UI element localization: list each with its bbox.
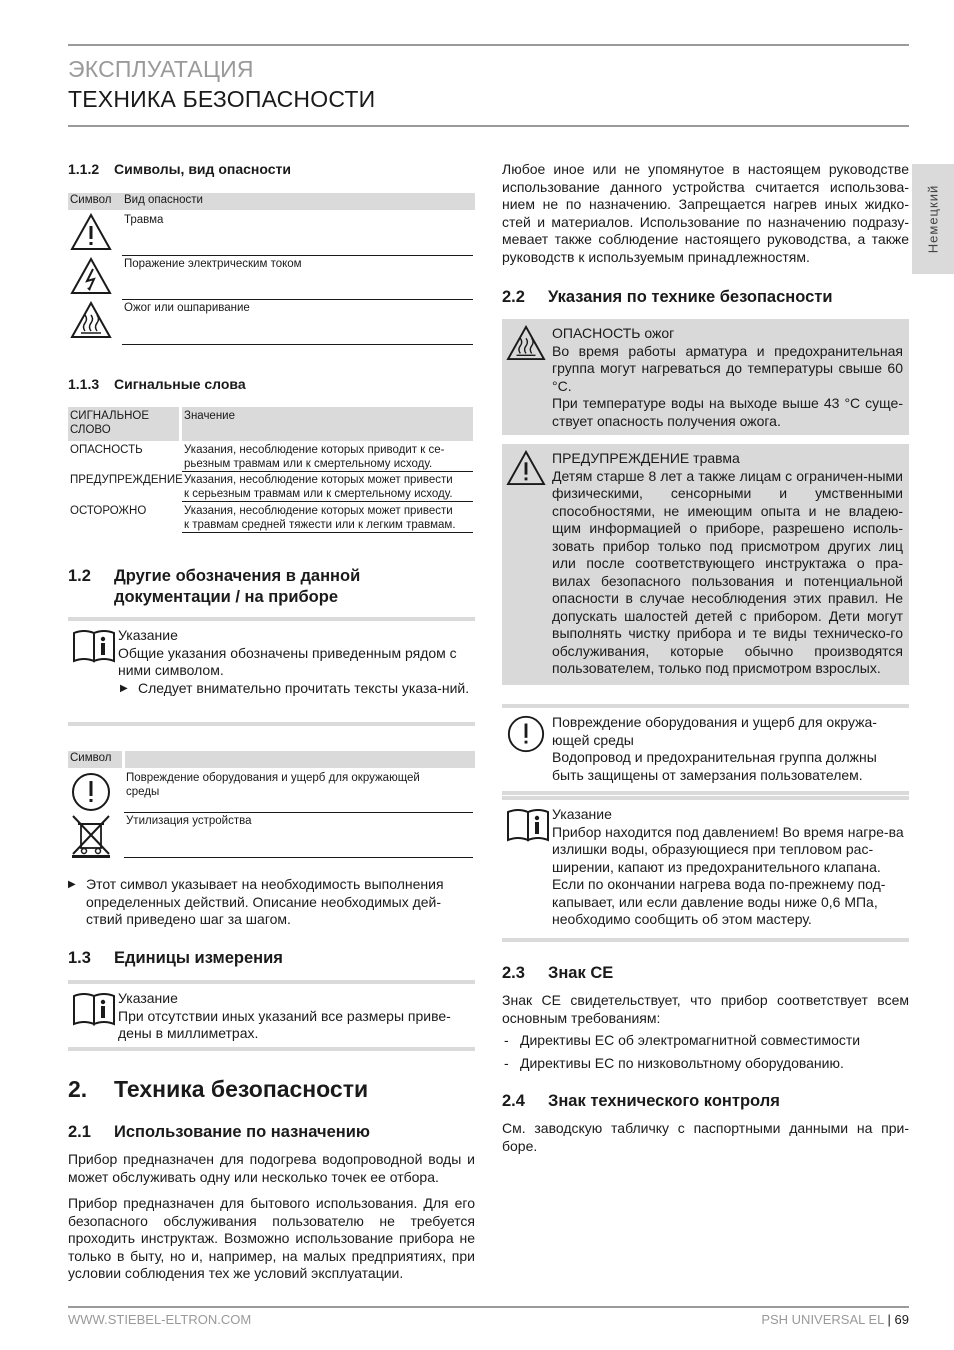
signal-word: ПРЕДУПРЕЖДЕНИЕ bbox=[70, 474, 183, 486]
exclamation-circle-icon bbox=[70, 771, 112, 818]
col-signal-word: СИГНАЛЬНОЕ СЛОВО bbox=[68, 407, 179, 441]
language-side-tab: Немецкий bbox=[912, 164, 954, 274]
heading-2-2: 2.2 Указания по технике безопасности bbox=[502, 288, 833, 306]
info-note bbox=[502, 796, 909, 942]
warning-text: Во время работы арматура и предохранительная группа могут нагреваться до температуры свыше 60 °C. bbox=[552, 342, 903, 394]
signal-word: ОСТОРОЖНО bbox=[70, 505, 147, 517]
paragraph: Любое иное или не упомянутое в настоящем руководстве использование данного устройства считается использова-нием не по назначению. Запрещается нагрев иных жидко-стей и материалов. Использование по назначению подразу-мевает также соблюдение настоящего руководства, а также руководств к используемым принадлежностям. bbox=[502, 161, 909, 265]
table-row: Указания, несоблюдение которых приводит к се- рьезным травмам или к смертельному исходу. bbox=[184, 444, 445, 470]
note-label: Указание bbox=[118, 627, 178, 643]
heading-2-1: 2.1 Использование по назначению bbox=[68, 1123, 370, 1141]
ce-directive-list bbox=[502, 1032, 909, 1072]
row-divider bbox=[124, 857, 473, 858]
paragraph: Знак CE свидетельствует, что прибор соответствует всем основным требованиям: bbox=[502, 992, 909, 1026]
table-row: Поражение электрическим током bbox=[124, 258, 302, 270]
note-text: Прибор находится под давлением! Во время нагре-ва излишки воды, образующиеся при тепловом рас-ширении, капают из предохранительного клапана. Если по окончании нагрева вода по-прежнему под-капывает, или если давление воды ниже 0,6 МПа, необходимо сообщить об этом мастеру. bbox=[552, 823, 904, 927]
warning-triangle-icon bbox=[70, 213, 112, 256]
col-hazard-type: Вид опасности bbox=[124, 194, 203, 206]
heading-1-1-3: 1.1.3 Сигнальные слова bbox=[68, 376, 246, 392]
paragraph: Прибор предназначен для подогрева водопроводной воды и может обслуживать одну или несколько точек ее отбора. bbox=[68, 1151, 475, 1185]
recycle-bin-icon bbox=[70, 814, 112, 863]
warning-triangle-icon bbox=[506, 450, 546, 491]
heading-1-3: 1.3 Единицы измерения bbox=[68, 949, 283, 967]
row-divider bbox=[182, 471, 473, 472]
page-number: 69 bbox=[894, 1312, 909, 1327]
electric-shock-icon bbox=[70, 257, 112, 300]
hot-surface-icon bbox=[70, 301, 112, 344]
hazard-symbol-table bbox=[68, 193, 475, 314]
note-label: Указание bbox=[552, 806, 612, 822]
footer-url[interactable]: WWW.STIEBEL-ELTRON.COM bbox=[68, 1312, 252, 1327]
footer-page-info: PSH UNIVERSAL EL | 69 bbox=[761, 1312, 909, 1327]
table-header bbox=[68, 193, 475, 210]
heading-1-2: 1.2 Другие обозначения в данной документации / на приборе bbox=[68, 567, 361, 606]
paragraph: Прибор предназначен для бытового использования. Для его безопасного обслуживания пользователю не требуется проходить инструктаж. Возможно использование прибора не только в быту, но и, например, на малых предприятиях, при условии соблюдения тех же условий эксплуатации. bbox=[68, 1195, 475, 1281]
table-header bbox=[68, 751, 475, 768]
row-divider bbox=[124, 812, 473, 813]
row-divider bbox=[122, 344, 473, 345]
warning-text: Детям старше 8 лет а также лицам с ограничен-ными физическими, сенсорными и умственными способностями, не имеющим опыта и не владею-щим информацией о приборе, разрешено исполь-зовать прибор только под присмотром других лиц или после соответствующего инструктажа о пра-вилах безопасного пользования и потенциальной опасности в случае несоблюдения этих правил. Не допускать шалостей детей с прибором. Дети могут выполнять чистку прибора и те виды техническо-го обслуживания, которые обычно производятся пользователем, только под присмотром взрослых. bbox=[552, 467, 903, 676]
table-row: Травма bbox=[124, 214, 164, 226]
table-row: Указания, несоблюдение которых может привести к серьезным травмам или к смертельному исходу. bbox=[184, 474, 453, 500]
exclamation-circle-icon bbox=[506, 714, 546, 759]
warning-injury bbox=[502, 444, 909, 685]
list-item: - Директивы ЕС по низковольтному оборудованию. bbox=[502, 1055, 909, 1073]
footer-rule bbox=[68, 1306, 909, 1308]
row-divider bbox=[182, 501, 473, 502]
header-bottom-rule bbox=[68, 125, 909, 127]
note-label: Указание bbox=[118, 990, 178, 1006]
heading-2-3: 2.3 Знак CE bbox=[502, 964, 614, 982]
note-text: При отсутствии иных указаний все размеры приве-дены в миллиметрах. bbox=[118, 1007, 451, 1041]
list-item: - Директивы ЕС об электромагнитной совместимости bbox=[502, 1032, 909, 1050]
action-instruction: ▶ Этот символ указывает на необходимость выполнения определенных действий. Описание необходимых дей-ствий приведено шаг за шагом. bbox=[68, 876, 475, 929]
table-row: Указания, несоблюдение которых может привести к травмам средней тяжести или к легким травмам. bbox=[184, 505, 456, 531]
hot-surface-icon bbox=[506, 325, 546, 366]
note-text: Водопровод и предохранительная группа должны быть защищены от замерзания пользователем. bbox=[552, 749, 877, 783]
heading-1-1-2: 1.1.2 Символы, вид опасности bbox=[68, 161, 291, 177]
header-top-rule bbox=[68, 44, 909, 46]
material-damage-note bbox=[502, 704, 909, 795]
row-divider bbox=[122, 255, 473, 256]
note-title: Повреждение оборудования и ущерб для окружа-ющей среды bbox=[552, 714, 877, 748]
danger-burn-warning bbox=[502, 319, 909, 435]
info-note bbox=[68, 617, 475, 726]
other-symbols-table bbox=[68, 751, 475, 827]
table-row: Утилизация устройства bbox=[126, 815, 252, 827]
note-text: Общие указания обозначены приведенным рядом с ними символом. bbox=[118, 644, 457, 678]
row-divider bbox=[122, 299, 473, 300]
warning-title: ПРЕДУПРЕЖДЕНИЕ травма bbox=[552, 450, 740, 466]
note-bullet: ▶ Следует внимательно прочитать тексты указа-ний. bbox=[120, 680, 471, 698]
warning-title: ОПАСНОСТЬ ожог bbox=[552, 325, 675, 341]
table-row: Ожог или ошпаривание bbox=[124, 302, 250, 314]
col-symbol: Символ bbox=[70, 752, 112, 764]
manual-info-icon bbox=[72, 990, 116, 1031]
heading-2-4: 2.4 Знак технического контроля bbox=[502, 1092, 780, 1110]
heading-2: 2. Техника безопасности bbox=[68, 1076, 369, 1102]
col-meaning: Значение bbox=[182, 407, 473, 441]
warning-text: При температуре воды на выходе выше 43 °C суще-ствует опасность получения ожога. bbox=[552, 395, 903, 429]
paragraph: См. заводскую табличку с паспортными данными на при-боре. bbox=[502, 1120, 909, 1154]
table-row: Повреждение оборудования и ущерб для окружающей среды bbox=[126, 772, 420, 798]
signal-word: ОПАСНОСТЬ bbox=[70, 444, 143, 456]
row-divider bbox=[182, 532, 473, 533]
manual-info-icon bbox=[506, 806, 550, 847]
header-chapter: ЭКСПЛУАТАЦИЯ bbox=[68, 56, 254, 82]
manual-info-icon bbox=[72, 627, 116, 668]
product-name: PSH UNIVERSAL EL bbox=[761, 1312, 884, 1327]
header-section: ТЕХНИКА БЕЗОПАСНОСТИ bbox=[68, 86, 376, 112]
col-symbol: Символ bbox=[70, 194, 112, 206]
info-note bbox=[68, 980, 475, 1051]
